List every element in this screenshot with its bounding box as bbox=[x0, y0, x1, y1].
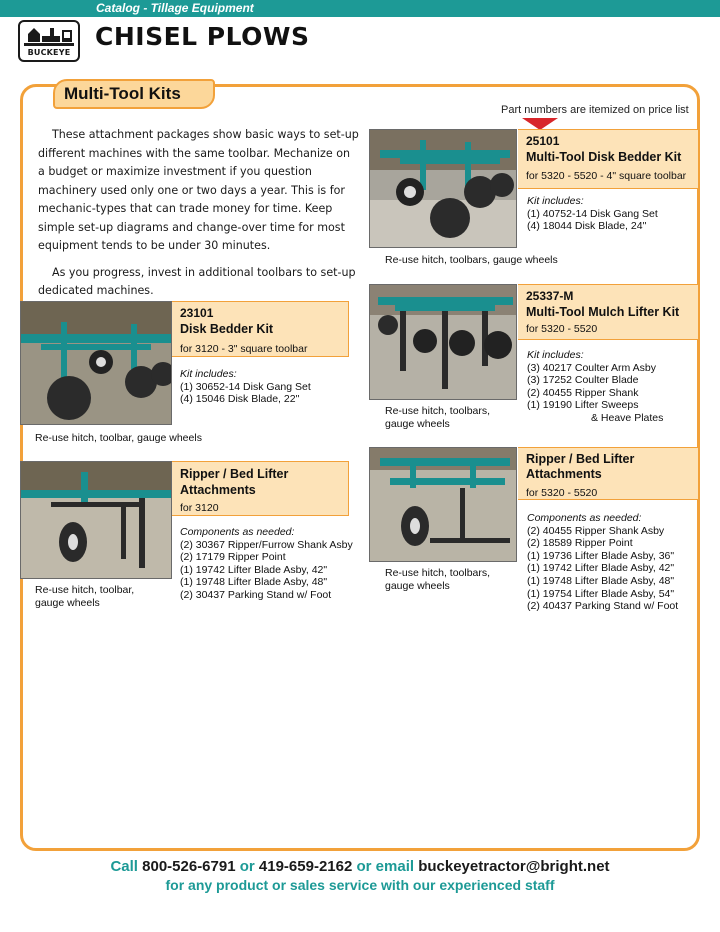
caption-line: gauge wheels bbox=[385, 417, 450, 430]
disk-bedder-kit-photo bbox=[369, 129, 517, 248]
page-title: CHISEL PLOWS bbox=[95, 22, 310, 51]
ripper-5320-photo bbox=[369, 447, 517, 562]
ripper-3120-caption bbox=[35, 584, 175, 609]
ripper-5320-caption bbox=[385, 567, 515, 592]
list-item: (2) 30437 Parking Stand w/ Foot bbox=[180, 588, 332, 601]
email-link[interactable]: buckeyetractor@bright.net bbox=[418, 858, 610, 875]
list-item: (1) 30652-14 Disk Gang Set bbox=[180, 380, 311, 393]
disk-bedder-23101-photo bbox=[20, 301, 172, 425]
list-item: (2) 40437 Parking Stand w/ Foot bbox=[527, 600, 679, 613]
kit-23101-header bbox=[172, 301, 349, 357]
phone-1[interactable]: 800-526-6791 bbox=[142, 858, 236, 875]
list-item: (3) 17252 Coulter Blade bbox=[527, 374, 639, 387]
kit-25337-list bbox=[527, 349, 699, 425]
list-item: (2) 40455 Ripper Shank bbox=[527, 386, 639, 399]
kit-25337-for: for 5320 - 5520 bbox=[526, 323, 598, 335]
ripper-3120-header bbox=[172, 461, 349, 516]
logo-text: BUCKEYE bbox=[27, 48, 71, 57]
intro-paragraph-1: These attachment packages show basic ways to set-up different machines with the same toolbar. Mechanize on a budget or maximize investment if you question machinery used only one or two days a year. This is for mechanic-types that can trade money for time. Keep simple set-up diagrams and change-over time for most equipment tends to be under 30 minutes. bbox=[38, 128, 359, 252]
phone-2[interactable]: 419-659-2162 bbox=[258, 858, 353, 875]
ripper-3120-for: for 3120 bbox=[180, 502, 219, 514]
intro-text bbox=[38, 126, 360, 301]
kit-25101-list bbox=[527, 195, 697, 233]
kit-25101-for: for 5320 - 5520 - 4" square toolbar bbox=[526, 170, 687, 182]
list-item: (2) 30367 Ripper/Furrow Shank Asby bbox=[180, 538, 353, 551]
kit-25101-number: 25101 bbox=[526, 134, 560, 148]
list-item: (2) 40455 Ripper Shank Asby bbox=[527, 524, 665, 537]
contact-line bbox=[0, 858, 720, 875]
ripper-5320-name-line2: Attachments bbox=[526, 467, 602, 481]
kit-25337-name: Multi-Tool Mulch Lifter Kit bbox=[526, 305, 680, 319]
caption-line: Re-use hitch, toolbar, bbox=[35, 584, 135, 596]
kit-23101-name: Disk Bedder Kit bbox=[180, 322, 274, 336]
list-item: (1) 19748 Lifter Blade Asby, 48" bbox=[527, 574, 675, 587]
kit-23101-list-lead: Kit includes: bbox=[180, 368, 237, 380]
list-item: (2) 17179 Ripper Point bbox=[180, 551, 286, 564]
section-tab-label: Multi-Tool Kits bbox=[64, 84, 181, 103]
ripper-5320-header bbox=[518, 447, 699, 500]
list-item: (1) 19742 Lifter Blade Asby, 42" bbox=[180, 563, 328, 576]
list-item: (1) 19742 Lifter Blade Asby, 42" bbox=[527, 562, 675, 575]
section-tab bbox=[53, 79, 215, 109]
caption-line: Re-use hitch, toolbars, bbox=[385, 405, 491, 417]
list-item: (1) 19190 Lifter Sweeps bbox=[527, 399, 639, 412]
kit-23101-list bbox=[180, 368, 350, 406]
caption-line: gauge wheels bbox=[385, 579, 450, 592]
kit-23101-number: 23101 bbox=[180, 306, 214, 320]
kit-25337-header bbox=[518, 284, 699, 340]
catalog-bar bbox=[0, 0, 720, 17]
list-item: (4) 15046 Disk Blade, 22" bbox=[180, 393, 300, 406]
ripper-3120-list-lead: Components as needed: bbox=[180, 526, 295, 538]
call-label: Call bbox=[110, 858, 138, 875]
kit-23101-for: for 3120 - 3" square toolbar bbox=[180, 343, 308, 355]
kit-25101-caption: Re-use hitch, toolbars, gauge wheels bbox=[385, 254, 558, 266]
kit-25101-name: Multi-Tool Disk Bedder Kit bbox=[526, 150, 682, 164]
ripper-3120-list bbox=[180, 526, 360, 602]
kit-25337-number: 25337-M bbox=[526, 289, 574, 303]
tagline: for any product or sales service with our experienced staff bbox=[165, 877, 555, 893]
ripper-3120-name-line1: Ripper / Bed Lifter bbox=[180, 467, 289, 481]
ripper-5320-list-lead: Components as needed: bbox=[527, 512, 642, 524]
caption-line: Re-use hitch, toolbars, bbox=[385, 567, 491, 579]
list-item: (1) 40752-14 Disk Gang Set bbox=[527, 207, 658, 220]
or-email-label: or email bbox=[356, 858, 415, 875]
or-label: or bbox=[239, 858, 255, 875]
mulch-lifter-kit-photo bbox=[369, 284, 517, 400]
list-item: (4) 18044 Disk Blade, 24" bbox=[527, 220, 647, 233]
ripper-5320-name-line1: Ripper / Bed Lifter bbox=[526, 452, 635, 466]
ripper-3120-photo bbox=[20, 461, 172, 579]
ripper-5320-for: for 5320 - 5520 bbox=[526, 487, 598, 499]
ripper-5320-list bbox=[527, 512, 699, 613]
list-item: (2) 18589 Ripper Point bbox=[527, 537, 633, 550]
list-item: (3) 40217 Coulter Arm Asby bbox=[527, 361, 656, 374]
list-item: (1) 19754 Lifter Blade Asby, 54" bbox=[527, 587, 675, 600]
kit-25101-list-lead: Kit includes: bbox=[527, 195, 584, 207]
list-item: & Heave Plates bbox=[591, 411, 664, 424]
ripper-3120-name-line2: Attachments bbox=[180, 483, 256, 497]
kit-25337-list-lead: Kit includes: bbox=[527, 349, 584, 361]
price-list-note: Part numbers are itemized on price list bbox=[501, 104, 689, 116]
kit-25337-caption bbox=[385, 405, 515, 430]
catalog-label: Catalog - Tillage Equipment bbox=[96, 1, 254, 15]
intro-paragraph-2: As you progress, invest in additional toolbars to set-up dedicated machines. bbox=[38, 265, 356, 297]
buckeye-logo bbox=[18, 20, 80, 62]
kit-23101-caption: Re-use hitch, toolbar, gauge wheels bbox=[35, 432, 202, 444]
caption-line: gauge wheels bbox=[35, 596, 100, 609]
kit-25101-header bbox=[518, 129, 699, 189]
list-item: (1) 19748 Lifter Blade Asby, 48" bbox=[180, 576, 328, 589]
list-item: (1) 19736 Lifter Blade Asby, 36" bbox=[527, 549, 675, 562]
